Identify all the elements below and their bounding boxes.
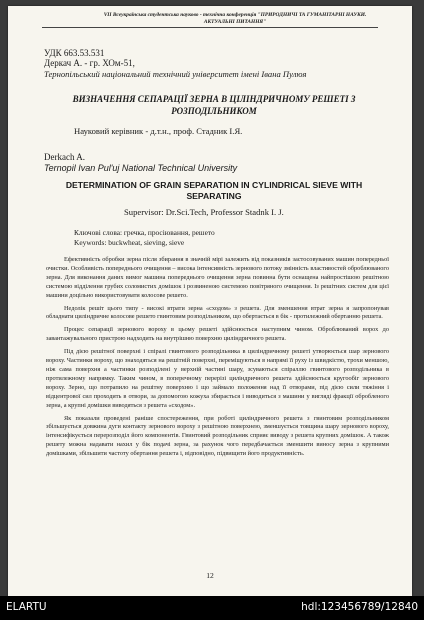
header-divider: [42, 27, 378, 28]
author-en: Derkach A.: [44, 152, 85, 162]
title-ua: ВИЗНАЧЕННЯ СЕПАРАЦІЇ ЗЕРНА В ЦІЛІНДРИЧНОМУ РЕШЕТІ З РОЗПОДІЛЬНИКОМ: [72, 94, 356, 116]
supervisor-en: Supervisor: Dr.Sci.Tech, Professor Stadnk I. J.: [124, 207, 284, 217]
keywords-ua: Ключові слова: гречка, просіювання, решето: [74, 228, 215, 237]
university-en: Ternopil Ivan Pul'uj National Technical University: [44, 163, 238, 173]
document-page: [8, 6, 412, 596]
keywords-en: Keywords: buckwheat, sieving, sieve: [74, 238, 185, 247]
body-paragraph: Як показали проведені раніше спостереження, при роботі циліндричного решета з гвинтовим розподільником збільшується довжина дуги контакту зернового вороху з решітною поверхнею, зменшується товщина шару зернового вороху, інтенсифікується перерозподіл його компонентів. Гвинтовий розподільник сприяє виводу з решета крупних домішок. А також решету можна надавати нахил у бік подачі зерна, за рахунок чого передбачається зменшити виносу зерна з крупними домішками, збільшити частоту обертання решета і, відповідно, підвищити його продуктивність.: [46, 414, 389, 458]
udk-code: УДК 663.53.531: [44, 48, 105, 58]
supervisor-ua: Науковий керівник - д.т.н., проф. Стадник І.Я.: [74, 126, 243, 136]
page-number: 12: [206, 571, 214, 580]
body-paragraph: Під дією решітної поверхні і спіралі гвинтового розподільника в циліндричному решеті утворюється шар зернового вороху. Частинки вороху, що знаходяться на решітній поверхні, переміщуються в напрямі її руху із швидкістю, трохи меншою, ніж сама поверхня а частинки розподілені у верхній частині шару, зсуваються спіраллю гвинтового розподільника в протилежному напрямку. Таким чином, в поперечному перерізі циліндричного решета здійснюється кругообіг зернового вороху. Зерно, що потрапило на решітну поверхню і що займало положення над її отворами, під дією сили тяжіння і відцентрової сил проходить в отвори, за допомогою кожуха збирається і виводиться з машини у вигляді фракції обробленого зерна, а крупні домішки виводяться з решета «сходом».: [46, 348, 389, 409]
title-en: DETERMINATION OF GRAIN SEPARATION IN CYLINDRICAL SIEVE WITH SEPARATING: [65, 180, 363, 201]
conference-header: VII Всеукраїнська студентська науково - технічна конференція "ПРИРОДНИЧІ ТА ГУМАНІТАРНІ НАУКИ. АКТУАЛЬНІ ПИТАННЯ": [103, 12, 367, 25]
repository-name: ELARTU: [6, 601, 47, 613]
article-body: [46, 256, 389, 463]
body-paragraph: Ефективність обробки зерна після збирання в значній мірі залежить від показників застосовуваних машин попередньої очистки. Особливість попереднього очищення – висока інтенсивність зернового потоку змінність властивостей оброблюваного зерна. Для виконання даних вимог машина попереднього очищення зерна повинна бути оснащена найпростішою решітною системою відділення грубих соломистих домішок і розвиненою системою повітряного очищення. Із решітних систем для цієї машини доцільно використовувати колосове решето.: [46, 256, 389, 299]
handle-id: hdl:123456789/12840: [301, 601, 418, 613]
body-paragraph: Процес сепарації зернового вороху в цьому решеті здійснюється наступним чином. Оброблюваний ворох до завантажувального пристрою надходить на внутрішню поверхню циліндричного решета.: [46, 326, 389, 343]
author-ua: Деркач А. - гр. ХОм-51,: [44, 58, 135, 68]
footer-bar: [0, 596, 424, 620]
body-paragraph: Недолік решіт цього типу - високі втрати зерна «сходом» з решета. Для зменшення втрат зерна я запропонував обладнати циліндричне колосове решето гвинтовим розподільником, що обертається в бік - протилежний обертанню решета.: [46, 304, 389, 321]
university-ua: Тернопільський національний технічний університет імені Івана Пулюя: [44, 69, 307, 79]
